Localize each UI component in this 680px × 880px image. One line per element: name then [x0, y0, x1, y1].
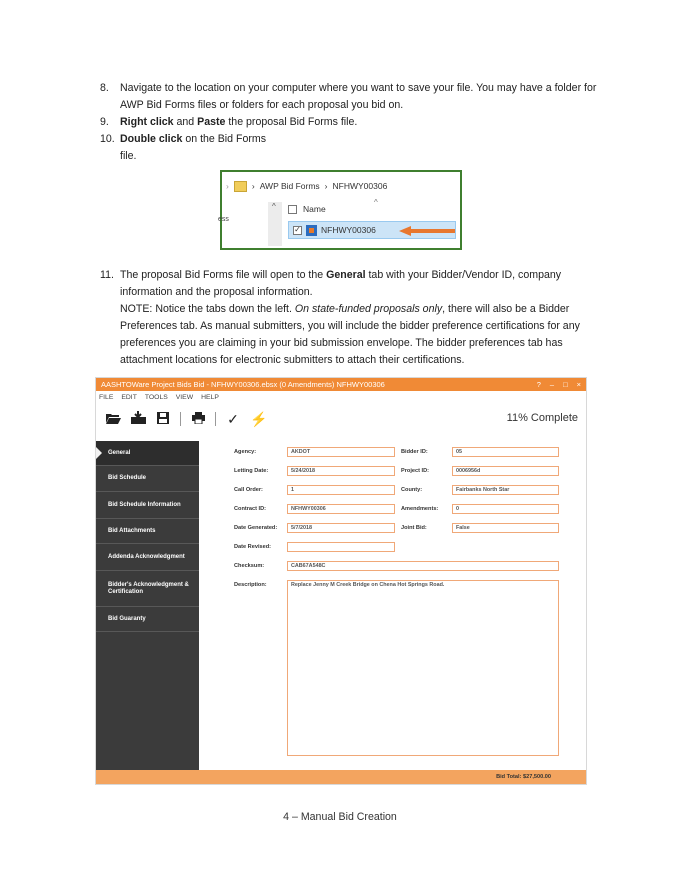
print-icon[interactable]: [190, 411, 206, 427]
bid-total: Bid Total: $27,500.00: [496, 774, 551, 780]
bid-file-icon: [306, 225, 317, 236]
tab-general[interactable]: General: [96, 441, 199, 466]
path-separator: ›: [324, 181, 328, 191]
date-generated-field[interactable]: 5/7/2018: [287, 523, 395, 533]
step-bold-text: Paste: [197, 116, 226, 128]
county-label: County:: [401, 487, 423, 493]
description-label: Description:: [234, 582, 267, 588]
toolbar-divider: [215, 412, 216, 426]
maximize-icon[interactable]: □: [563, 380, 568, 389]
step-text: Navigate to the location on your computer where you want to save your file. You may have a folder for AWP Bid Forms files or folders for each proposal you bid on.: [120, 82, 597, 111]
menu-tools[interactable]: TOOLS: [144, 393, 168, 401]
amendments-field[interactable]: 0: [452, 504, 559, 514]
open-folder-icon[interactable]: [105, 411, 121, 427]
step-text-line2: file.: [120, 150, 137, 162]
note-text: NOTE: Notice the tabs down the left.: [120, 303, 295, 315]
column-header[interactable]: [288, 204, 326, 214]
menu-file[interactable]: FILE: [99, 393, 114, 401]
letting-date-label: Letting Date:: [234, 468, 269, 474]
status-bar: [96, 770, 586, 784]
column-name-label: Name: [303, 204, 326, 214]
joint-bid-field[interactable]: False: [452, 523, 559, 533]
county-field[interactable]: Fairbanks North Star: [452, 485, 559, 495]
description-field[interactable]: Replace Jenny M Creek Bridge on Chena Hot Springs Road.: [287, 580, 559, 756]
tab-bid-guaranty[interactable]: Bid Guaranty: [96, 607, 199, 632]
call-order-field[interactable]: 1: [287, 485, 395, 495]
step-11: [100, 267, 600, 369]
sort-caret-icon: ^: [374, 198, 378, 207]
step-number: 8.: [100, 82, 109, 94]
letting-date-field[interactable]: 5/24/2018: [287, 466, 395, 476]
percent-complete: 11% Complete: [506, 412, 578, 424]
project-id-field[interactable]: 0006956d: [452, 466, 559, 476]
arrow-left-icon: [399, 226, 455, 236]
date-revised-field[interactable]: [287, 542, 395, 552]
step-9: [100, 114, 600, 131]
file-explorer-screenshot: [220, 170, 462, 250]
window-title: AASHTOWare Project Bids Bid - NFHWY00306.ebsx (0 Amendments) NFHWY00306: [101, 380, 385, 389]
step-bold-text: Right click: [120, 116, 174, 128]
tab-bidders-acknowledgment[interactable]: Bidder's Acknowledgment & Certification: [96, 571, 199, 607]
step-bold-text: General: [326, 269, 366, 281]
toolbar: [96, 403, 586, 435]
chevron-right-icon: ›: [226, 181, 229, 191]
save-icon[interactable]: [155, 411, 171, 427]
step-bold-text: Double click: [120, 133, 183, 145]
breadcrumb-child[interactable]: NFHWY00306: [332, 181, 388, 191]
address-bar[interactable]: [226, 178, 456, 194]
path-separator: ›: [251, 181, 255, 191]
joint-bid-label: Joint Bid:: [401, 525, 427, 531]
download-icon[interactable]: [130, 411, 146, 427]
date-generated-label: Date Generated:: [234, 525, 278, 531]
checksum-label: Checksum:: [234, 563, 265, 569]
step-number: 9.: [100, 116, 109, 128]
general-tab-content: [199, 441, 586, 770]
check-icon[interactable]: ✓: [227, 410, 239, 427]
breadcrumb-root[interactable]: AWP Bid Forms: [259, 181, 320, 191]
scroll-up-icon[interactable]: ^: [272, 202, 276, 211]
step-text: the proposal Bid Forms file.: [225, 116, 358, 128]
step-text: and: [173, 116, 198, 128]
agency-field[interactable]: AKDOT: [287, 447, 395, 457]
project-id-label: Project ID:: [401, 468, 429, 474]
file-row[interactable]: [288, 221, 456, 239]
agency-label: Agency:: [234, 449, 257, 455]
menu-edit[interactable]: EDIT: [121, 393, 137, 401]
instruction-steps: [100, 80, 600, 165]
folder-icon: [234, 181, 247, 192]
lightning-icon[interactable]: ⚡: [250, 410, 268, 427]
step-number: 11.: [100, 269, 114, 281]
step-10: [100, 131, 600, 165]
call-order-label: Call Order:: [234, 487, 263, 493]
toolbar-divider: [180, 412, 181, 426]
select-all-checkbox[interactable]: [288, 205, 297, 214]
menu-help[interactable]: HELP: [201, 393, 219, 401]
amendments-label: Amendments:: [401, 506, 439, 512]
bidder-id-field[interactable]: 05: [452, 447, 559, 457]
bidder-id-label: Bidder ID:: [401, 449, 428, 455]
contract-id-field[interactable]: NFHWY00306: [287, 504, 395, 514]
minimize-icon[interactable]: –: [549, 380, 555, 389]
close-icon[interactable]: ×: [576, 380, 581, 389]
step-text: The proposal Bid Forms file will open to the: [120, 269, 327, 281]
tab-sidebar: [96, 441, 199, 771]
date-revised-label: Date Revised:: [234, 544, 271, 550]
nav-pane-label: ess: [218, 216, 229, 223]
tab-bid-schedule-information[interactable]: Bid Schedule Information: [96, 492, 199, 519]
step-text: on the Bid Forms: [182, 133, 267, 145]
page-footer: 4 – Manual Bid Creation: [283, 811, 397, 823]
menu-bar: [96, 391, 586, 403]
help-icon[interactable]: ?: [536, 380, 541, 389]
contract-id-label: Contract ID:: [234, 506, 267, 512]
tab-bid-schedule[interactable]: Bid Schedule: [96, 466, 199, 492]
step-text: tab with your Bidder/Vendor ID, company information and the proposal information.: [120, 269, 562, 298]
step-8: [100, 80, 600, 114]
tab-addenda-acknowledgment[interactable]: Addenda Acknowledgment: [96, 544, 199, 571]
title-bar: [96, 378, 586, 391]
tab-bid-attachments[interactable]: Bid Attachments: [96, 519, 199, 544]
file-name: NFHWY00306: [321, 225, 376, 235]
note-italic-text: On state-funded proposals only: [294, 303, 443, 315]
checksum-field[interactable]: CAB67A548C: [287, 561, 559, 571]
bid-app-window: [95, 377, 587, 785]
menu-view[interactable]: VIEW: [175, 393, 194, 401]
step-number: 10.: [100, 133, 115, 145]
note-text: , there will also be a Bidder Preferences tab. As manual submitters, you will include the bidder preference certifications for any preferences you are claiming in your bid submission envelope. The bidder preferences tab has attachment locations for electronic submitters to attach their certifications.: [120, 303, 580, 366]
row-checkbox[interactable]: ✓: [294, 225, 301, 234]
